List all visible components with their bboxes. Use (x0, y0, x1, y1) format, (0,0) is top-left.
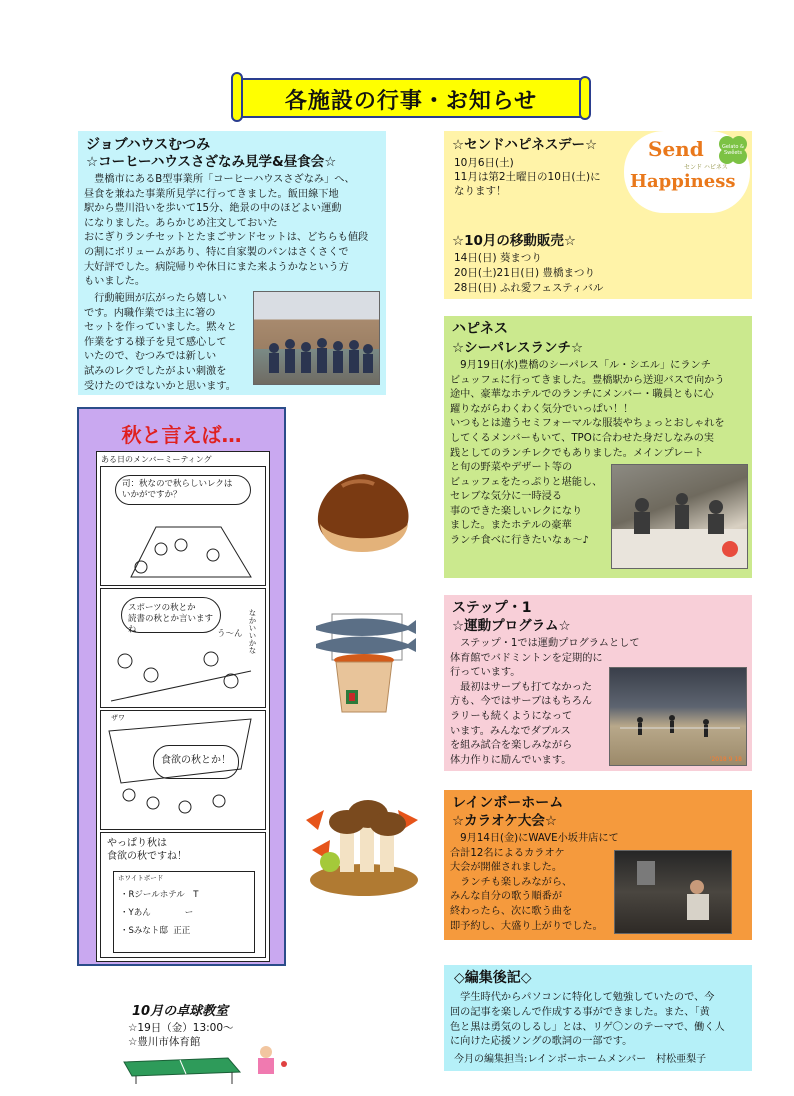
logo-text-happiness: Happiness (630, 171, 736, 192)
comic-panel-1 (100, 466, 266, 586)
rainbow-text: 9月14日(金)にWAVE小坂井店にて 合計12名によるカラオケ 大会が開催されました。 ランチも楽しみながら、 みんな自分の歌う順番が 終わったら、次に歌う曲を 即予約し、大盛り上がりでした。 (450, 833, 619, 932)
badminton-photo (609, 667, 747, 766)
whiteboard-item-1: ・Rジールホテル T (120, 890, 199, 900)
comic-header: ある日のメンバーミーティング (101, 455, 212, 464)
jobhouse-panel (78, 131, 386, 395)
happiness-text-2: と旬の野菜やデザート等の ビュッフェをたっぷりと堪能し、 セレブな気分に一時浸る 事のできた楽しいレクになり ました。またホテルの豪華 ランチ食べに行きたいなぁ～♪ (450, 462, 603, 546)
comic-figures-3 (101, 711, 265, 827)
send-happiness-logo (624, 131, 750, 213)
logo-text-send: Send (648, 137, 704, 161)
happiness-text-1: 9月19日(水)豊橋のシーパレス「ル・シエル」にランチ ビュッフェに行ってきました。豊橋駅から送迎バスで向かう 途中、豪華なホテルでのランチにメンバー・職員ともに心 躍りながらわくわく気分でいっぱい！！ いつもとは違うセミフォーマルな服装やちょっとおしゃれを してくるメンバーもいて、TPOに合わせた身だしなみの実 践としてのランチレクでもありました。メインプレート (450, 360, 725, 459)
editor-heading: ◇編集後記◇ (454, 970, 532, 986)
rainbow-panel (444, 790, 752, 940)
clover-text: Gelato & Sweets (722, 144, 744, 156)
comic-speech-1: 司：秋なので秋らしいレクは いかがですか？ (115, 475, 251, 505)
comic-side-text-2: なかいいかな (248, 609, 257, 654)
grilled-fish-illustration (312, 604, 416, 724)
lunch-photo (611, 464, 748, 569)
whiteboard-item-2: ・Yあん ー (120, 908, 194, 918)
comic-panel-3 (100, 710, 266, 830)
meeting-table-drawing (101, 507, 265, 583)
whiteboard-title: ホワイトボード (118, 874, 164, 882)
editor-panel (444, 965, 752, 1071)
mobile-sale-heading: ☆10月の移動販売☆ (452, 233, 576, 249)
page-banner (237, 72, 585, 122)
step-text: ステップ・1では運動プログラムとして 体育館でバドミントンを定期的に 行っています。 最初はサーブも打てなかった 方も、今ではサーブはもちろん ラリーも続くようになって います。みんなでダブルス を組み試合を楽しみながら 体力作りに励んでいます。 (450, 638, 640, 766)
comic-figures-2 (101, 641, 265, 705)
mobile-sale-line-1: 14日(日) 葵まつり (454, 252, 542, 264)
karaoke-photo (614, 850, 732, 934)
photo-date-stamp: '2018 9 18 (709, 756, 742, 763)
happiness-subheading: ☆シーパレスランチ☆ (452, 340, 584, 356)
table-tennis-line-1: ☆19日（金）13:00～ (128, 1022, 234, 1034)
jobhouse-text-2: 行動範囲が広がったら嬉しい です。内職作業では主に箸の セットを作っていました。黙々と 作業をする様子を見て感心して いたので、むつみでは新しい 試みのレクでしたがよい刺激を 受けたのではないかと思います。 (84, 293, 237, 392)
step-heading: ステップ・1 (452, 600, 532, 616)
comic-panel-2 (100, 588, 266, 708)
jobhouse-subheading: ☆コーヒーハウスさざなみ見学&昼食会☆ (86, 154, 337, 170)
happiness-panel (444, 316, 752, 578)
karaoke-photo-figures (615, 851, 731, 933)
lunch-photo-figures (612, 465, 747, 568)
editor-credit: 今月の編集担当:レインボーホームメンバー 村松亜梨子 (454, 1054, 707, 1065)
jobhouse-heading: ジョブハウスむつみ (86, 137, 211, 153)
step-subheading: ☆運動プログラム☆ (452, 618, 571, 634)
table-tennis-notice (120, 998, 290, 1084)
logo-small-text: センド ハピネス (684, 164, 728, 171)
comic-zawa: ザワ (111, 714, 125, 722)
chestnut-illustration (312, 470, 416, 554)
rainbow-heading: レインボーホーム (452, 795, 564, 811)
send-note: 11月は第2土曜日の10日(土)に なります！ (454, 171, 601, 198)
table-tennis-line-2: ☆豊川市体育館 (128, 1036, 201, 1048)
group-photo-figures (254, 292, 379, 384)
whiteboard-item-3: ・Sみなト邸 正正 (120, 926, 191, 936)
comic-panel-4 (100, 832, 266, 958)
mobile-sale-line-3: 28日(日) ふれ愛フェスティバル (454, 282, 604, 294)
table-tennis-title: 10月の卓球教室 (132, 1004, 229, 1019)
autumn-title: 秋と言えば… (121, 423, 242, 447)
happiness-heading: ハピネス (452, 321, 508, 337)
send-heading: ☆センドハピネスデー☆ (452, 137, 598, 153)
rainbow-subheading: ☆カラオケ大会☆ (452, 813, 557, 829)
mushroom-basket-illustration (302, 790, 424, 900)
jobhouse-text-1: 豊橋市にあるB型事業所「コーヒーハウスさざなみ」へ、 昼食を兼ねた事業所見学に行ってきました。飯田線下地 駅から豊川沿いを歩いて15分、絶景の中のほどよい運動 になりました。あらかじめ注文しておいた おにぎりランチセットとたまごサンドセットは、どちらも値段 の割にボリュームがあり、特に自家製のパンはさくさくで 大好評でした。病院帰りや休日にまた来ようかなという方 もいました。 (84, 174, 369, 288)
comic-speech-4: やっぱり秋は 食欲の秋ですね！ (107, 838, 187, 862)
comic-strip (96, 451, 270, 962)
ping-pong-table-icon (120, 1044, 290, 1084)
send-date: 10月6日(土) (454, 157, 514, 169)
page-title: 各施設の行事・お知らせ (284, 89, 538, 114)
comic-speech-2: スポーツの秋とか 読書の秋とか言いますね (121, 597, 221, 633)
whiteboard (113, 871, 255, 953)
autumn-panel (77, 407, 286, 966)
group-photo (253, 291, 380, 385)
step-panel (444, 595, 752, 771)
mobile-sale-line-2: 20日(土)21日(日) 豊橋まつり (454, 267, 595, 279)
badminton-photo-figures (610, 668, 746, 765)
comic-side-text: う～ん (217, 629, 243, 639)
editor-body: 学生時代からパソコンに特化して勉強していたので、今 回の記事を楽しんで作成する事ができました。また、「黄 色と黒は勇気のしるし」とは、リゲ〇ンのテーマで、働く人 に向けた応援ソングの歌詞の一部です。 (450, 992, 725, 1048)
send-panel (444, 131, 752, 299)
comic-sign: 食欲の秋とか！ (153, 745, 239, 779)
